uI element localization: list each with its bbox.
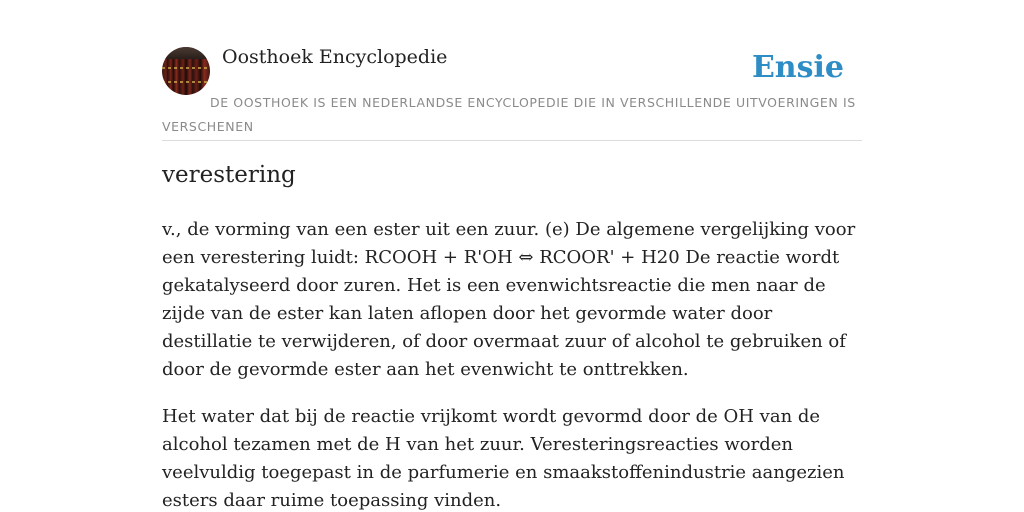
header [162,40,862,141]
book-spine-lettering [162,67,210,69]
ensie-logo-link[interactable]: Ensie [751,50,844,85]
article-title: verestering [162,162,296,188]
book-spine-lettering [162,81,210,83]
source-description: DE OOSTHOEK IS EEN NEDERLANDSE ENCYCLOPEDIE DIE IN VERSCHILLENDE UITVOERINGEN IS VERSCHENEN [162,95,856,134]
bookshelf-top [162,47,210,59]
article-body [162,216,868,512]
article-paragraph: v., de vorming van een ester uit een zuur. (e) De algemene vergelijking voor een verestering luidt: RCOOH + R'OH ⇔ RCOOR' + H20 De reactie wordt gekatalyseerd door zuren. Het is een evenwichtsreactie die men naar de zijde van de ester kan laten aflopen door het gevormde water door destillatie te verwijderen, of door overmaat zuur of alcohol te gebruiken of door de gevormde ester aan het evenwicht te onttrekken. [162,219,856,380]
source-avatar[interactable] [162,47,210,95]
article-paragraph: Het water dat bij de reactie vrijkomt wordt gevormd door de OH van de alcohol tezamen met de H van het zuur. Veresteringsreacties worden veelvuldig toegepast in de parfumerie en smaakstoffenindustrie aangezien esters daar ruime toepassing vinden. [162,406,845,511]
source-name-link[interactable]: Oosthoek Encyclopedie [222,46,448,68]
